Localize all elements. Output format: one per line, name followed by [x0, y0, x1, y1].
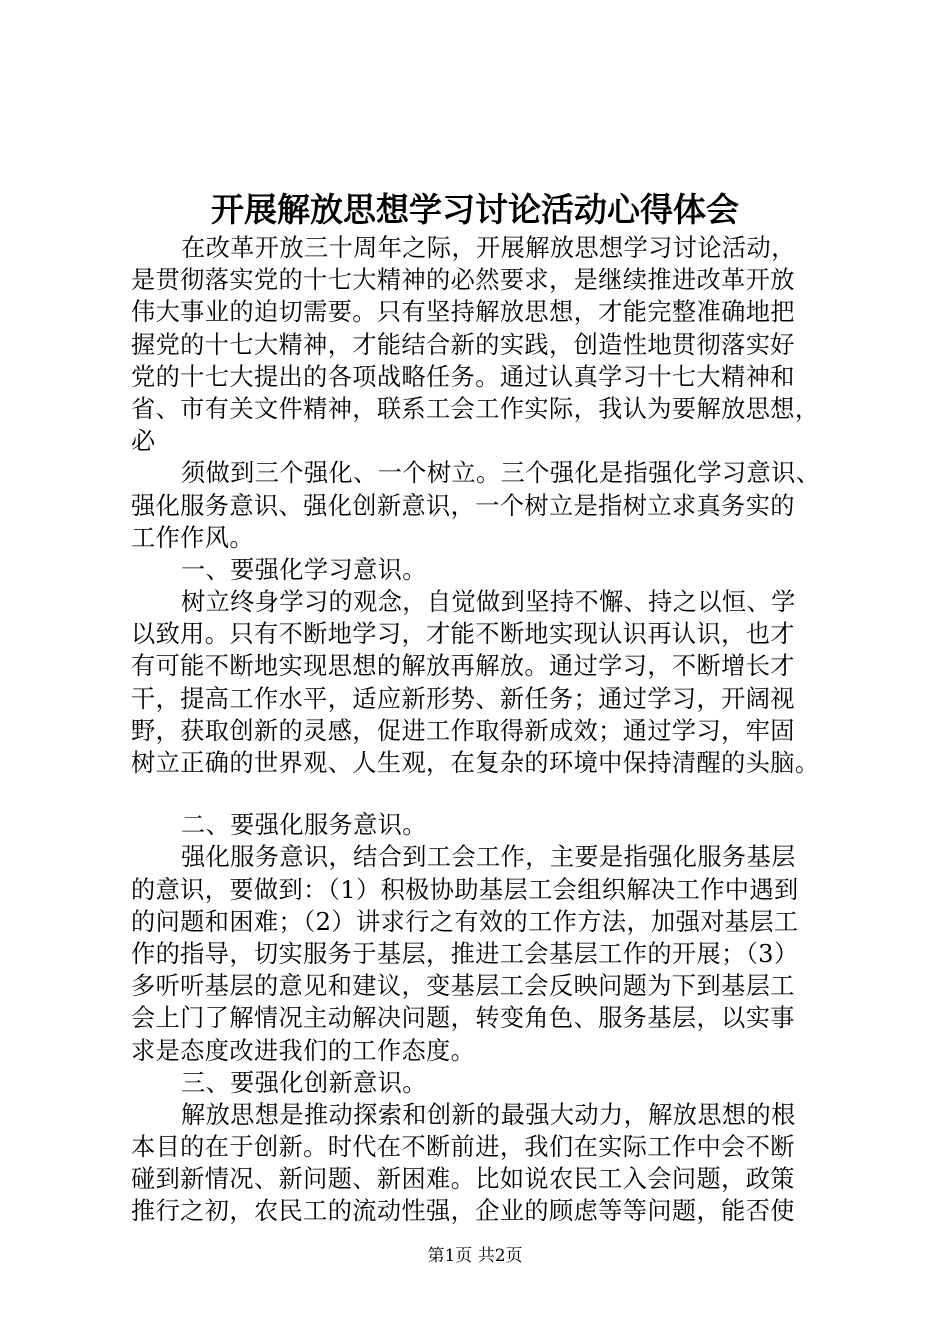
paragraph-line: 强化服务意识、强化创新意识，一个树立是指树立求真务实的 — [131, 491, 795, 520]
paragraph-line: 在改革开放三十周年之际，开展解放思想学习讨论活动， — [181, 234, 796, 262]
paragraph-line: 会上门了解情况主动解决问题，转变角色、服务基层，以实事 — [131, 1004, 795, 1033]
document-title: 开展解放思想学习讨论活动心得体会 — [211, 190, 739, 229]
paragraph-line: 多听听基层的意见和建议，变基层工会反映问题为下到基层工 — [131, 972, 795, 1001]
section-heading: 三、要强化创新意识。 — [181, 1068, 427, 1097]
paragraph-line: 野，获取创新的灵感，促进工作取得新成效；通过学习，牢固 — [131, 716, 795, 745]
paragraph-line: 碰到新情况、新问题、新困难。比如说农民工入会问题，政策 — [131, 1165, 795, 1194]
paragraph-line: 本目的在于创新。时代在不断前进，我们在实际工作中会不断 — [131, 1133, 795, 1162]
paragraph-line: 作的指导，切实服务于基层，推进工会基层工作的开展；（3） — [131, 939, 799, 968]
paragraph-line: 握党的十七大精神，才能结合新的实践，创造性地贯彻落实好 — [131, 330, 795, 359]
paragraph-line: 工作作风。 — [131, 523, 254, 552]
section-heading: 一、要强化学习意识。 — [181, 555, 427, 584]
paragraph-line: 求是态度改进我们的工作态度。 — [131, 1036, 476, 1065]
paragraph-line: 干，提高工作水平，适应新形势、新任务；通过学习，开阔视 — [131, 684, 795, 713]
paragraph-line: 强化服务意识，结合到工会工作，主要是指强化服务基层 — [181, 843, 796, 872]
paragraph-line: 伟大事业的迫切需要。只有坚持解放思想，才能完整准确地把 — [131, 298, 795, 327]
document-body — [131, 232, 837, 1228]
paragraph-line: 省、市有关文件精神，联系工会工作实际，我认为要解放思想， — [131, 394, 820, 423]
paragraph-line: 是贯彻落实党的十七大精神的必然要求，是继续推进改革开放 — [131, 266, 795, 295]
paragraph-line: 树立终身学习的观念，自觉做到坚持不懈、持之以恒、学 — [181, 588, 796, 617]
paragraph-line: 以致用。只有不断地学习，才能不断地实现认识再认识，也才 — [131, 620, 795, 649]
section-heading: 二、要强化服务意识。 — [181, 811, 427, 840]
paragraph-line: 须做到三个强化、一个树立。三个强化是指强化学习意识、 — [181, 459, 821, 488]
paragraph-line: 解放思想是推动探索和创新的最强大动力，解放思想的根 — [181, 1100, 796, 1129]
paragraph-line: 党的十七大提出的各项战略任务。通过认真学习十七大精神和 — [131, 362, 795, 391]
paragraph-line: 推行之初，农民工的流动性强，企业的顾虑等等问题，能否使 — [131, 1197, 795, 1226]
paragraph-line: 的意识，要做到：（1）积极协助基层工会组织解决工作中遇到 — [131, 875, 799, 904]
paragraph-line: 的问题和困难；（2）讲求行之有效的工作方法，加强对基层工 — [131, 907, 799, 936]
page-footer: 第1页 共2页 — [427, 1246, 523, 1266]
paragraph-line: 树立正确的世界观、人生观，在复杂的环境中保持清醒的头脑。 — [131, 749, 820, 777]
paragraph-line: 必 — [131, 427, 156, 456]
paragraph-gap — [131, 779, 837, 809]
paragraph-line: 有可能不断地实现思想的解放再解放。通过学习，不断增长才 — [131, 652, 795, 681]
